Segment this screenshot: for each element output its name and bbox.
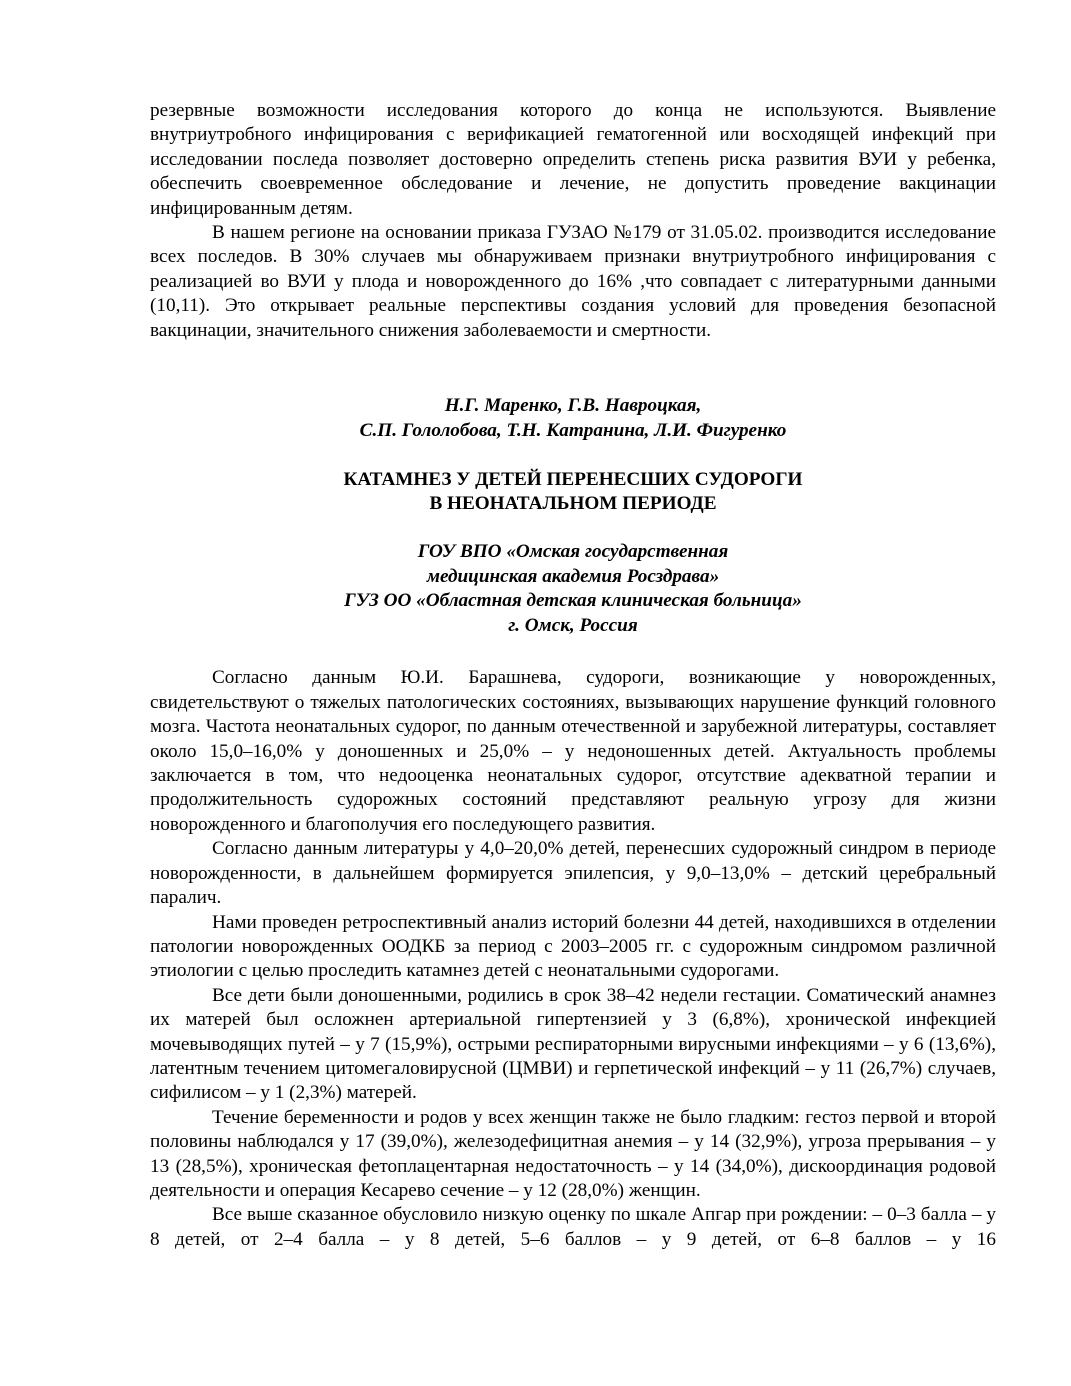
intro-paragraph-2: В нашем регионе на основании приказа ГУЗАО №179 от 31.05.02. производится исследование всех последов. В 30% случаев мы обнаруживаем признаки внутриутробного инфицирования с реализацией во ВУИ у плода и новорожденного до 16% ,что совпадает с литературными данными (10,11). Это открывает реальные перспективы создания условий для проведения безопасной вакцинации, значительного снижения заболеваемости и смертности.: [150, 222, 996, 341]
body-paragraph-1: Согласно данным Ю.И. Барашнева, судороги, возникающие у новорожденных, свидетельствуют о тяжелых патологических состояниях, вызывающих нарушение функций головного мозга. Частота неонатальных судорог, по данным отечественной и зарубежной литературы, составляет около 15,0–16,0% у доношенных и 25,0% – у недоношенных детей. Актуальность проблемы заключается в том, что недооценка неонатальных судорог, отсутствие адекватной терапии и продолжительность судорожных состояний представляют реальную угрозу для жизни новорожденного и благополучия его последующего развития.: [150, 667, 996, 835]
body-paragraph-5: Течение беременности и родов у всех женщин также не было гладким: гестоз первой и второй половины наблюдался у 17 (39,0%), железодефицитная анемия – у 14 (32,9%), угроза прерывания – у 13 (28,5%), хроническая фетоплацентарная недостаточность – у 14 (34,0%), дискоординация родовой деятельности и операция Кесарево сечение – у 12 (28,0%) женщин.: [150, 1106, 996, 1201]
body-paragraph-4: Все дети были доношенными, родились в срок 38–42 недели гестации. Соматический анамнез их матерей был осложнен артериальной гипертензией у 3 (6,8%), хронической инфекцией мочевыводящих путей – у 7 (15,9%), острыми респираторными вирусными инфекциями – у 6 (13,6%), латентным течением цитомегаловирусной (ЦМВИ) и герпетической инфекций – у 11 (26,7%) случаев, сифилисом – у 1 (2,3%) матерей.: [150, 984, 996, 1104]
authors-line-1: Н.Г. Маренко, Г.В. Навроцкая,: [444, 395, 702, 417]
article-authors: [150, 393, 996, 443]
affiliation-line-4: г. Омск, Россия: [508, 614, 638, 636]
affiliation-line-2: медицинская академия Росздрава»: [426, 565, 720, 587]
authors-line-2: С.П. Гололобова, Т.Н. Катранина, Л.И. Фигуренко: [359, 420, 787, 442]
document-page: [150, 99, 996, 1252]
body-paragraph-3: Нами проведен ретроспективный анализ историй болезни 44 детей, находившихся в отделении патологии новорожденных ООДКБ за период с 2003–2005 гг. с судорожным синдромом различной этиологии с целью проследить катамнез детей с неонатальными судорогами.: [150, 911, 996, 982]
article-affiliation: [150, 540, 996, 638]
article-title: [150, 468, 996, 516]
affiliation-line-3: ГУЗ ОО «Областная детская клиническая больница»: [344, 590, 802, 612]
title-line-1: КАТАМНЕЗ У ДЕТЕЙ ПЕРЕНЕСШИХ СУДОРОГИ: [343, 469, 803, 491]
body-paragraph-2: Согласно данным литературы у 4,0–20,0% детей, перенесших судорожный синдром в периоде новорожденности, в дальнейшем формируется эпилепсия, у 9,0–13,0% – детский церебральный паралич.: [150, 838, 996, 909]
article-body: [150, 666, 996, 1252]
intro-paragraph-1: резервные возможности исследования которого до конца не используются. Выявление внутриутробного инфицирования с верификацией гематогенной или восходящей инфекций при исследовании последа позволяет достоверно определить степень риска развития ВУИ у ребенка, обеспечить своевременное обследование и лечение, не допустить проведение вакцинации инфицированным детям.: [150, 100, 996, 219]
title-line-2: В НЕОНАТАЛЬНОМ ПЕРИОДЕ: [429, 493, 717, 515]
affiliation-line-1: ГОУ ВПО «Омская государственная: [417, 541, 729, 563]
body-paragraph-6: Все выше сказанное обусловило низкую оценку по шкале Апгар при рождении: – 0–3 балла – у 8 детей, от 2–4 балла – у 8 детей, 5–6 баллов – у 9 детей, от 6–8 баллов – у 16: [150, 1204, 996, 1250]
